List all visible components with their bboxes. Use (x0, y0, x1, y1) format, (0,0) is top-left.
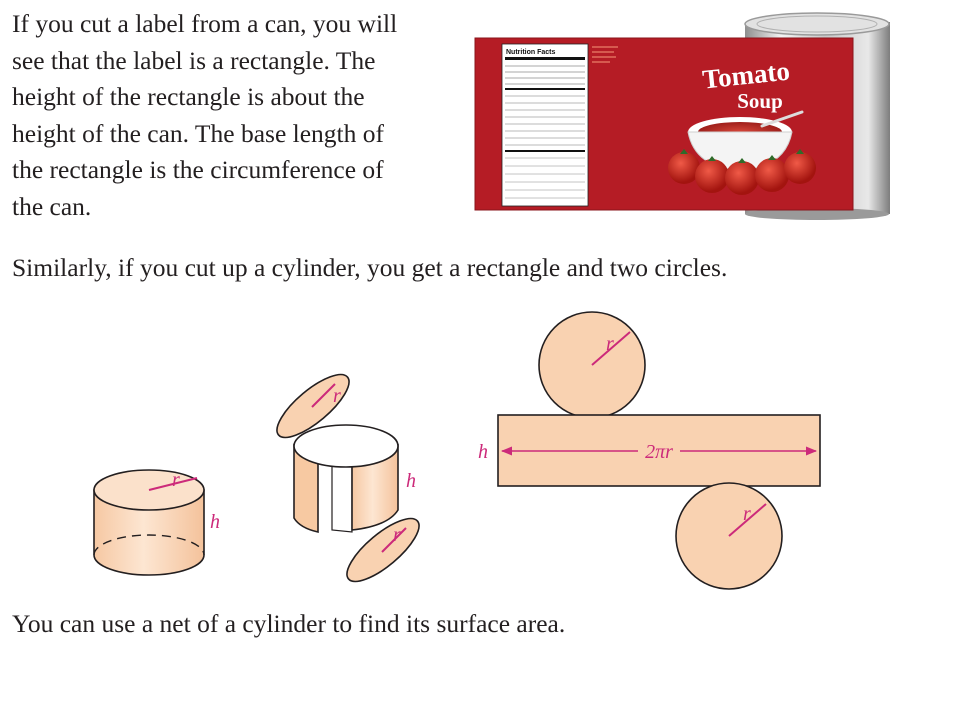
conclusion-paragraph: You can use a net of a cylinder to find its surface area. (12, 609, 566, 638)
cylinder-height-label: h (210, 511, 220, 533)
net-height-label: h (478, 441, 488, 463)
unrolled-height-label: h (406, 470, 416, 492)
unrolling-cylinder (268, 365, 428, 591)
brand-soup: Soup (737, 89, 783, 113)
intro-line-1: If you cut a label from a can, you will (12, 9, 398, 38)
intro-line-4: height of the can. The base length of (12, 118, 384, 148)
nutrition-title: Nutrition Facts (506, 49, 556, 56)
similarly-paragraph: Similarly, if you cut up a cylinder, you get a rectangle and two circles. (12, 253, 728, 282)
intro-line-5: the rectangle is the circumference of (12, 155, 384, 184)
can-photo (470, 10, 900, 220)
top-lid-radius-label: r (333, 385, 341, 407)
net-top-radius-label: r (606, 333, 614, 355)
closed-cylinder (94, 469, 220, 575)
intro-line-2: see that the label is a rectangle. The (12, 45, 376, 75)
intro-paragraph (12, 6, 462, 225)
cylinder-net (478, 312, 820, 589)
cylinder-radius-label: r (172, 469, 180, 491)
nutrition-facts-panel (502, 44, 588, 206)
circumference-label: 2πr (645, 441, 673, 463)
net-bottom-radius-label: r (743, 503, 751, 525)
cylinder-net-diagram (0, 290, 960, 600)
bottom-lid-radius-label: r (393, 524, 401, 546)
intro-line-3: height of the rectangle is about the (12, 82, 365, 111)
intro-line-6: the can. (12, 191, 92, 221)
brand-tomato: Tomato (700, 55, 792, 95)
